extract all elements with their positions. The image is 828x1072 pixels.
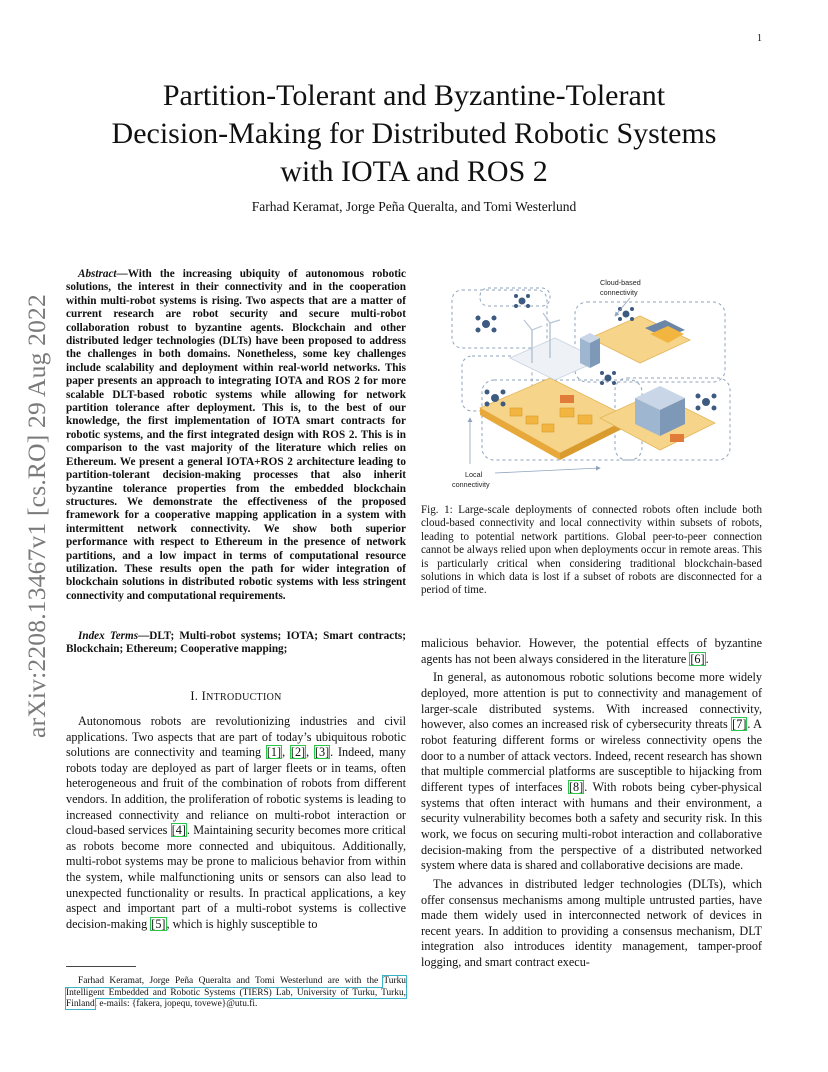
text-run: In general, as autonomous robotic solutions become more widely deployed, more attention is put to connectivity and management of larger-scale distributed systems. With increased connectivity, however, also comes an increased risk of cybersecurity threats [421, 670, 762, 732]
figure-caption: Fig. 1: Large-scale deployments of connected robots often include both cloud-based connectivity and local connectivity within subsets of robots, leading to potential network partitions. Global peer-to-peer connection cannot be always relied upon when deployments occur in remote areas. This is particularly critical when considering traditional blockchain-based solutions in which data is lost if a subset of robots are disconnected for a period of time. [421, 504, 762, 597]
abstract-text: —With the increasing ubiquity of autonomous robotic solutions, the interest in their connectivity and in the cooperation within multi-robot systems is rising. Two aspects that are a matter of current research are robot security and secure multi-robot collaboration robust to byzantine agents. Blockchain and other distributed ledger technologies (DLTs) have been proposed to address the challenges in both domains. Nonetheless, some key challenges include scalability and deployment within real-world networks. This paper presents an approach to integrating IOTA and ROS 2 for more scalable DLT-based robotic systems while allowing for network partition tolerance after deployment. This is, to the best of our knowledge, the first implementation of IOTA smart contracts for robotic systems, and the first integrated design with ROS 2. This is in comparison to the vast majority of the literature which relies on Ethereum. We present a general IOTA+ROS 2 architecture leading to partition-tolerant decision-making processes that also inherit byzantine tolerance properties from the embedded blockchain structures. We demonstrate the effectiveness of the proposed framework for a cooperative mapping application in a system with intermittent network connectivity. We show both superior performance with respect to Ethereum in the presence of network partitions, and a low impact in terms of computational resource utilization. These results open the path for wider integration of blockchain solutions in distributed robotic systems with less stringent connectivity and computational requirements. [66, 268, 406, 602]
citation-link[interactable]: [1] [266, 745, 282, 760]
text-run: . A robot featuring different forms or wireless connectivity opens the door to a number of attack vectors. Indeed, recent research has shown that multiple commercial platforms are susceptible to hijacking from different types of interfaces [421, 717, 762, 794]
text-run: , which is highly susceptible to [166, 916, 318, 931]
drone-icon [600, 371, 616, 385]
building [590, 338, 600, 368]
text-run: , [282, 745, 290, 760]
text-run: . With robots being cyber-physical systems that often interact with humans and their environment, a security vulnerability becomes both a safety and security risk. In this work, we focus on securing multi-robot interaction and collaborative decision-making from the perspective of a distributed networked system where data is shared and collaborative decisions are made. [421, 779, 762, 873]
drone-icon [476, 316, 497, 333]
arxiv-watermark [22, 276, 52, 756]
section-numeral: I. [190, 689, 202, 703]
citation-link[interactable]: [6] [690, 651, 705, 666]
text-run: Farhad Keramat, Jorge Peña Queralta and Tomi Westerlund are with the [78, 976, 384, 986]
text-run: Autonomous robots are revolutionizing industries and civil applications. Two aspects that are part of today’s ubiquitous robotic solutions are connectivity and teaming [66, 714, 406, 760]
paragraph [421, 670, 762, 874]
drone-icon [696, 394, 717, 411]
figure-label-local: connectivity [452, 480, 490, 489]
index-terms-text: —DLT; Multi-robot systems; IOTA; Smart contracts; Blockchain; Ethereum; Cooperative mapping; [66, 630, 406, 656]
paragraph [421, 636, 762, 667]
figure-label-local: Local [465, 470, 483, 479]
citation-link[interactable]: [3] [314, 745, 330, 760]
building [580, 338, 590, 368]
drone-icon [514, 294, 530, 308]
index-terms [66, 630, 406, 657]
abstract [66, 268, 406, 603]
section-heading [66, 689, 406, 704]
authors: Farhad Keramat, Jorge Peña Queralta, and Tomi Westerlund [251, 199, 577, 214]
citation-link[interactable]: [8] [569, 779, 584, 794]
citation-link[interactable]: [2] [290, 745, 306, 760]
figure-illustration [440, 268, 740, 498]
ground-robot [560, 395, 574, 403]
citation-link[interactable]: [7] [732, 717, 747, 732]
page-number: 1 [757, 33, 762, 44]
citation-link[interactable]: [4] [171, 823, 186, 838]
text-run: . [705, 651, 709, 666]
title-line: Decision-Making for Distributed Robotic Systems [111, 117, 717, 150]
figure-label-cloud: Cloud-based [600, 278, 641, 287]
section-initial: I [201, 689, 207, 703]
figure-label-cloud: connectivity [600, 288, 638, 297]
title-line: with IOTA and ROS 2 [280, 155, 548, 188]
paragraph: The advances in distributed ledger technologies (DLTs), which offer consensus mechanisms among multiple untrusted parties, have made them widely used in interconnected network of devices in recent years. In addition to providing a consensus mechanism, DLT integration also introduces identity management, tamper-proof logging, and smart contract execu- [421, 876, 762, 970]
footnote [66, 976, 406, 1011]
citation-link[interactable]: [5] [151, 916, 166, 931]
lab-link[interactable]: Turku Intelligent Embedded and Robotic Systems (TIERS) Lab, University of Turku, Turku, Finland [66, 976, 406, 1010]
figure-arrow [495, 468, 600, 473]
abstract-label: Abstract [78, 268, 117, 280]
section-rest: NTRODUCTION [206, 692, 282, 703]
intro-paragraph [66, 714, 406, 932]
title-line: Partition-Tolerant and Byzantine-Tolerant [162, 79, 666, 112]
text-run: , [306, 745, 314, 760]
text-run: . Maintaining security becomes more critical as robots become more connected and ubiquitous. Additionally, multi-robot systems may be prone to malicious behavior from within the system, while malfunctioning units or sensors can also lead to unexpected functionality or results. In practical applications, a key aspect and important part of a multi-robot systems is collective decision-making [66, 823, 406, 931]
paper-title [90, 77, 738, 191]
text-run: malicious behavior. However, the potential effects of byzantine agents has not been always considered in the literature [421, 636, 762, 666]
ground-platform [590, 316, 690, 363]
text-run: . Indeed, many robots today are deployed as part of larger fleets or in teams, often heterogeneous and fruit of the combination of robots from different vendors. In addition, the proliferation of robotic systems is leading to increased connectivity and reliance on multi-robot interaction or cloud-based services [66, 745, 407, 838]
ground-robot [670, 434, 684, 442]
right-column-text [421, 636, 762, 974]
index-terms-label: Index Terms [78, 630, 139, 642]
arxiv-id: arXiv:2208.13467v1 [cs.RO] 29 Aug 2022 [22, 294, 51, 738]
text-run: . e-mails: {fakera, jopequ, tovewe}@utu.fi. [94, 999, 258, 1010]
footnote-divider [66, 966, 136, 967]
